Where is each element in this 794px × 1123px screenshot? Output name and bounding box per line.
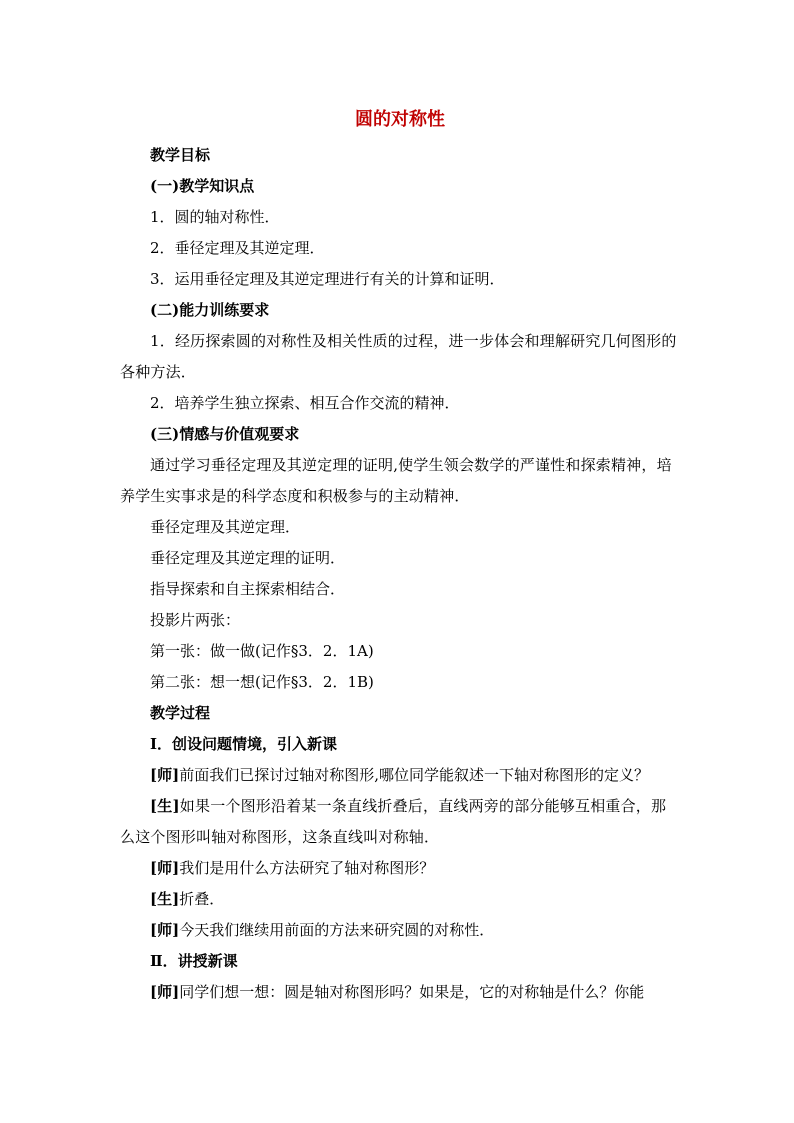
speaker-label: [生] — [150, 797, 180, 815]
speaker-label: [师] — [150, 921, 180, 939]
heading-ability-requirements: (二)能力训练要求 — [150, 301, 270, 319]
dialogue-student-1 — [120, 791, 680, 853]
speaker-label: [师] — [150, 766, 180, 784]
speaker-label: [生] — [150, 890, 180, 908]
dialogue-teacher-2 — [120, 853, 680, 884]
ability-item-2: 2．培养学生独立探索、相互合作交流的精神． — [150, 394, 460, 412]
section-1-heading: Ⅰ．创设问题情境，引入新课 — [150, 735, 338, 753]
dialogue-text: 折叠． — [179, 890, 225, 908]
teaching-aids: 投影片两张： — [150, 611, 241, 629]
difficult-point: 垂径定理及其逆定理的证明． — [150, 549, 346, 567]
knowledge-item-1: 1．圆的轴对称性． — [150, 208, 280, 226]
dialogue-text: 同学们想一想：圆是轴对称图形吗？如果是，它的对称轴是什么？你能 — [179, 983, 645, 1001]
speaker-label: [师] — [150, 983, 180, 1001]
slide-1: 第一张：做一做(记作§3．2．1A) — [150, 642, 374, 660]
heading-knowledge-points: (一)教学知识点 — [150, 177, 255, 195]
key-point: 垂径定理及其逆定理． — [150, 518, 301, 536]
teaching-method: 指导探索和自主探索相结合． — [150, 580, 346, 598]
knowledge-item-2: 2．垂径定理及其逆定理． — [150, 239, 325, 257]
dialogue-teacher-1 — [120, 760, 680, 791]
document-body — [120, 100, 680, 1008]
dialogue-teacher-3 — [120, 915, 680, 946]
dialogue-text: 前面我们已探讨过轴对称图形,哪位同学能叙述一下轴对称图形的定义？ — [179, 766, 649, 784]
speaker-label: [师] — [150, 859, 180, 877]
document-title: 圆的对称性 — [355, 109, 445, 130]
heading-teaching-goals: 教学目标 — [150, 146, 211, 164]
emotion-paragraph: 通过学习垂径定理及其逆定理的证明,使学生领会数学的严谨性和探索精神，培养学生实事求是的科学态度和积极参与的主动精神． — [120, 456, 672, 505]
knowledge-item-3: 3．运用垂径定理及其逆定理进行有关的计算和证明． — [150, 270, 505, 288]
slide-2: 第二张：想一想(记作§3．2．1B) — [150, 673, 374, 691]
ability-item-1: 1．经历探索圆的对称性及相关性质的过程，进一步体会和理解研究几何图形的各种方法． — [120, 332, 677, 381]
dialogue-student-2 — [120, 884, 680, 915]
dialogue-text: 如果一个图形沿着某一条直线折叠后，直线两旁的部分能够互相重合，那么这个图形叫轴对称图形，这条直线叫对称轴． — [120, 797, 667, 846]
heading-emotion-values: (三)情感与价值观要求 — [150, 425, 300, 443]
dialogue-text: 今天我们继续用前面的方法来研究圆的对称性． — [179, 921, 495, 939]
heading-teaching-process: 教学过程 — [150, 704, 211, 722]
dialogue-text: 我们是用什么方法研究了轴对称图形？ — [179, 859, 435, 877]
section-2-heading: Ⅱ．讲授新课 — [150, 952, 238, 970]
dialogue-teacher-4 — [120, 977, 680, 1008]
